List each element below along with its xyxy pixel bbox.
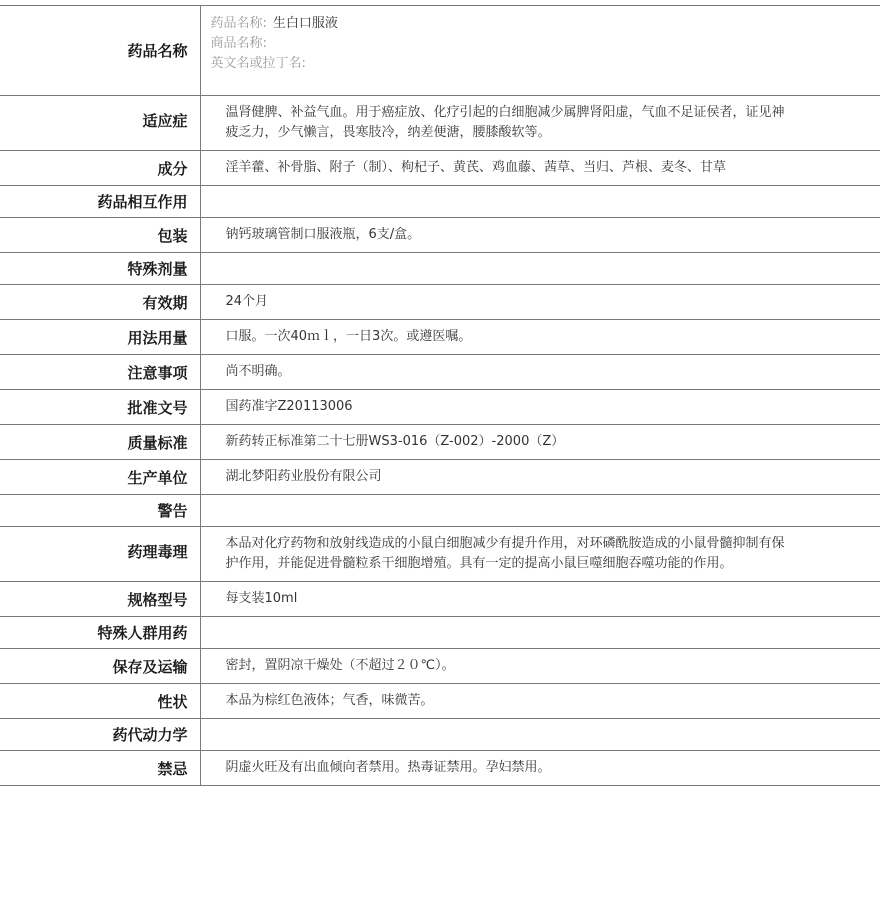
row-value xyxy=(200,617,880,649)
table-row xyxy=(0,253,880,285)
row-value xyxy=(200,495,880,527)
row-value xyxy=(200,186,880,218)
row-value: 国药准字Z20113006 xyxy=(225,399,353,414)
row-label: 用法用量 xyxy=(0,320,200,355)
table-row xyxy=(0,751,880,786)
table-row xyxy=(0,320,880,355)
table-row xyxy=(0,649,880,684)
name-field-key: 英文名或拉丁名: xyxy=(210,56,306,71)
row-label: 特殊剂量 xyxy=(0,253,200,285)
row-label: 成分 xyxy=(0,151,200,186)
table-row xyxy=(0,355,880,390)
row-label: 生产单位 xyxy=(0,460,200,495)
table-row xyxy=(0,719,880,751)
table-row xyxy=(0,460,880,495)
row-value: 阴虚火旺及有出血倾向者禁用。热毒证禁用。孕妇禁用。 xyxy=(225,760,551,775)
row-value: 口服。一次40ｍｌ，一日3次。或遵医嘱。 xyxy=(225,329,472,344)
row-value: 淫羊藿、补骨脂、附子（制）、枸杞子、黄芪、鸡血藤、茜草、当归、芦根、麦冬、甘草 xyxy=(225,160,727,175)
table-row xyxy=(0,186,880,218)
row-label: 药品相互作用 xyxy=(0,186,200,218)
row-value: 温肾健脾、补益气血。用于癌症放、化疗引起的白细胞减少属脾肾阳虚，气血不足证侯者，证见神疲乏力，少气懒言，畏寒肢冷，纳差便溏，腰膝酸软等。 xyxy=(225,105,785,140)
table-row xyxy=(0,96,880,151)
name-field-trade xyxy=(211,34,871,54)
row-label: 禁忌 xyxy=(0,751,200,786)
row-value xyxy=(200,253,880,285)
row-value: 本品为棕红色液体；气香，味微苦。 xyxy=(225,693,434,708)
table-row xyxy=(0,285,880,320)
row-label: 警告 xyxy=(0,495,200,527)
table-row-drug-name xyxy=(0,6,880,96)
row-label: 有效期 xyxy=(0,285,200,320)
table-row xyxy=(0,218,880,253)
table-row xyxy=(0,527,880,582)
row-value: 钠钙玻璃管制口服液瓶，6支/盒。 xyxy=(225,227,421,242)
table-row xyxy=(0,582,880,617)
row-label: 质量标准 xyxy=(0,425,200,460)
row-value: 密封，置阴凉干燥处（不超过２０℃）。 xyxy=(225,658,455,673)
table-row xyxy=(0,151,880,186)
row-label: 特殊人群用药 xyxy=(0,617,200,649)
name-field-value: 生白口服液 xyxy=(272,16,338,31)
drug-info-table-body xyxy=(0,6,880,786)
row-value: 24个月 xyxy=(225,294,269,309)
table-row xyxy=(0,390,880,425)
row-label: 注意事项 xyxy=(0,355,200,390)
table-row xyxy=(0,495,880,527)
name-field-latin xyxy=(211,54,871,74)
drug-name-fields xyxy=(200,6,880,96)
row-value: 本品对化疗药物和放射线造成的小鼠白细胞减少有提升作用，对环磷酰胺造成的小鼠骨髓抑制有保护作用，并能促进骨髓粒系干细胞增殖。具有一定的提高小鼠巨噬细胞吞噬功能的作用。 xyxy=(225,536,785,571)
row-label: 规格型号 xyxy=(0,582,200,617)
row-value: 新药转正标准第二十七册WS3-016（Z-002）-2000（Z） xyxy=(225,434,565,449)
row-label: 药代动力学 xyxy=(0,719,200,751)
name-field-generic xyxy=(211,14,871,34)
name-field-key: 药品名称: xyxy=(210,16,267,31)
table-row xyxy=(0,684,880,719)
row-label: 药品名称 xyxy=(0,6,200,96)
row-value: 湖北梦阳药业股份有限公司 xyxy=(225,469,382,484)
row-label: 适应症 xyxy=(0,96,200,151)
row-value: 每支装10ml xyxy=(225,591,298,606)
row-label: 性状 xyxy=(0,684,200,719)
row-label: 包装 xyxy=(0,218,200,253)
table-row xyxy=(0,425,880,460)
table-row xyxy=(0,617,880,649)
name-field-key: 商品名称: xyxy=(210,36,267,51)
row-label: 保存及运输 xyxy=(0,649,200,684)
row-label: 批准文号 xyxy=(0,390,200,425)
row-label: 药理毒理 xyxy=(0,527,200,582)
row-value xyxy=(200,719,880,751)
drug-info-table xyxy=(0,5,880,786)
row-value: 尚不明确。 xyxy=(225,364,291,379)
